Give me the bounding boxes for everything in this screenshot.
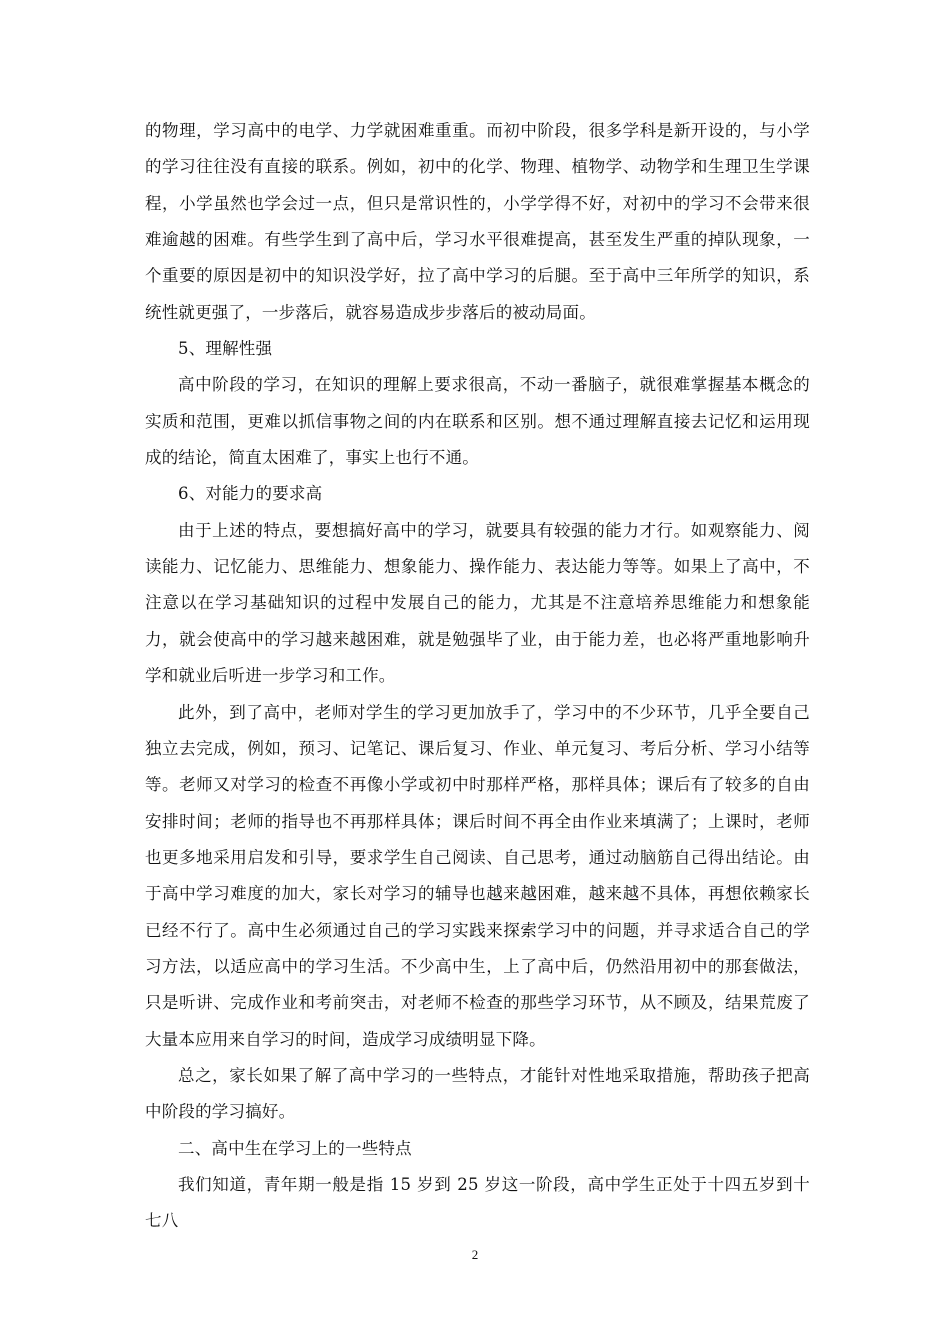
heading-6-ability: 6、对能力的要求高 <box>178 484 323 504</box>
paragraph-comprehension: 高中阶段的学习，在知识的理解上要求很高，不动一番脑子，就很难掌握基本概念的实质和范围，更难以抓信事物之间的内在联系和区别。想不通过理解直接去记忆和运用现成的结论，简直太困难了，事实上也行不通。 <box>145 375 810 468</box>
paragraph-summary: 总之，家长如果了解了高中学习的一些特点，才能针对性地采取措施，帮助孩子把高中阶段的学习搞好。 <box>145 1065 810 1122</box>
section-heading-2: 二、高中生在学习上的一些特点 <box>178 1138 412 1158</box>
heading-5-comprehension: 5、理解性强 <box>178 339 273 359</box>
paragraph-additionally: 此外，到了高中，老师对学生的学习更加放手了，学习中的不少环节，几乎全要自己独立去完成，例如，预习、记笔记、课后复习、作业、单元复习、考后分析、学习小结等等。老师又对学习的检查不再像小学或初中时那样严格，那样具体；课后有了较多的自由安排时间；老师的指导也不再那样具体；课后时间不再全由作业来填满了；上课时，老师也更多地采用启发和引导，要求学生自己阅读、自己思考，通过动脑筋自己得出结论。由于高中学习难度的加大，家长对学习的辅导也越来越困难，越来越不具体，再想依赖家长已经不行了。高中生必须通过自己的学习实践来探索学习中的问题，并寻求适合自己的学习方法，以适应高中的学习生活。不少高中生，上了高中后，仍然沿用初中的那套做法，只是听讲、完成作业和考前突击，对老师不检查的那些学习环节，从不顾及，结果荒废了大量本应用来自学习的时间，造成学习成绩明显下降。 <box>145 702 810 1049</box>
paragraph-1: 的物理，学习高中的电学、力学就困难重重。而初中阶段，很多学科是新开设的，与小学的学习往往没有直接的联系。例如，初中的化学、物理、植物学、动物学和生理卫生学课程，小学虽然也学会过一点，但只是常识性的，小学学得不好，对初中的学习不会带来很难逾越的困难。有些学生到了高中后，学习水平很难提高，甚至发生严重的掉队现象，一个重要的原因是初中的知识没学好，拉了高中学习的后腿。至于高中三年所学的知识，系统性就更强了，一步落后，就容易造成步步落后的被动局面。 <box>145 121 810 322</box>
page-number: 2 <box>471 1247 479 1262</box>
paragraph-ability: 由于上述的特点，要想搞好高中的学习，就要具有较强的能力才行。如观察能力、阅读能力、记忆能力、思维能力、想象能力、操作能力、表达能力等等。如果上了高中，不注意以在学习基础知识的过程中发展自己的能力，尤其是不注意培养思维能力和想象能力，就会使高中的学习越来越困难，就是勉强毕了业，由于能力差，也必将严重地影响升学和就业后听进一步学习和工作。 <box>145 520 810 686</box>
body-text <box>145 113 810 1240</box>
paragraph-youth: 我们知道，青年期一般是指 15 岁到 25 岁这一阶段，高中学生正处于十四五岁到十七八 <box>145 1174 810 1231</box>
